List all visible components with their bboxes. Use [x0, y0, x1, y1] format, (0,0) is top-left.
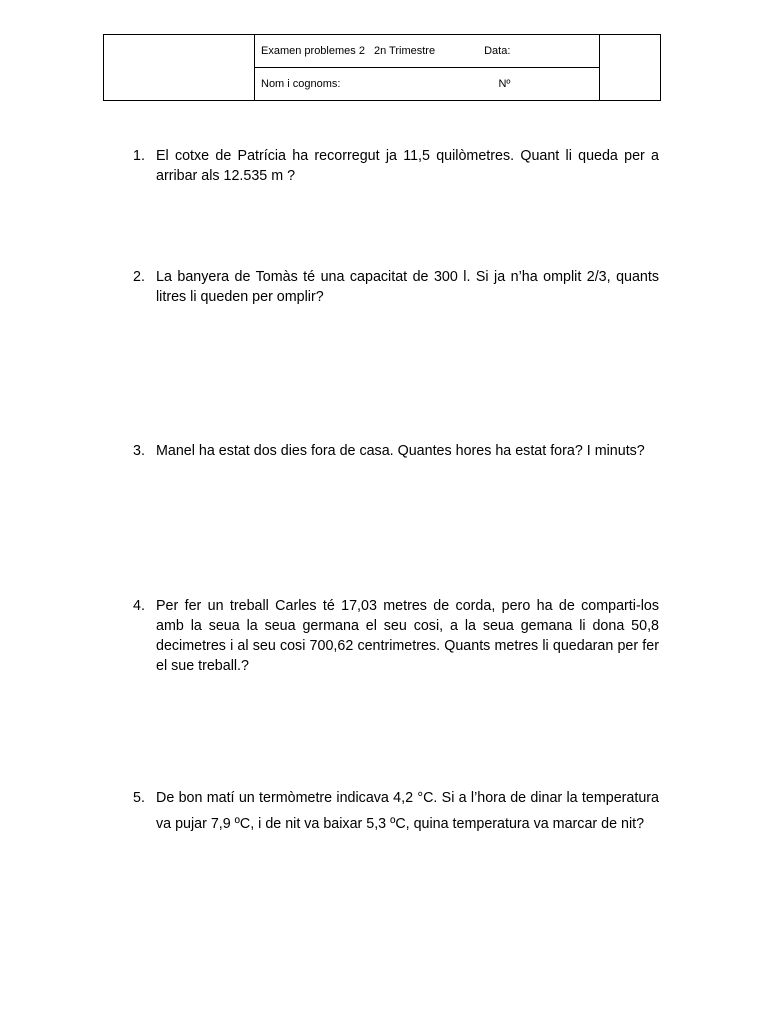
exam-title-cell	[255, 35, 600, 68]
term-label: 2n Trimestre	[373, 45, 436, 57]
question-text: Per fer un treball Carles té 17,03 metres de corda, pero ha de comparti-los amb la seua la seua germana el seu cosi, a la seua gemana li dona 50,8 decimetres i al seu cosi 700,62 centrimetres. Quants metres li quedaran per fer el sue treball.?	[156, 598, 659, 674]
question-number: 4.	[133, 598, 145, 614]
question-number: 1.	[133, 148, 145, 164]
logo-cell	[104, 35, 255, 101]
grade-cell	[600, 35, 661, 101]
question-number: 5.	[133, 790, 145, 806]
exam-header-table	[103, 34, 661, 101]
date-label: Data:	[484, 45, 511, 57]
name-label: Nom i cognoms:	[261, 78, 341, 90]
question-3	[133, 441, 659, 461]
question-4	[133, 596, 659, 676]
exam-title: Examen problemes 2	[261, 45, 365, 57]
question-2	[133, 267, 659, 307]
question-text: De bon matí un termòmetre indicava 4,2 °C. Si a l’hora de dinar la temperatura va pujar 7,9 ºC, i de nit va baixar 5,3 ºC, quina temperatura va marcar de nit?	[156, 790, 659, 832]
question-text: El cotxe de Patrícia ha recorregut ja 11,5 quilòmetres. Quant li queda per a arribar als 12.535 m ?	[156, 148, 659, 184]
name-cell	[255, 68, 600, 101]
question-1	[133, 146, 659, 186]
question-number: 3.	[133, 443, 145, 459]
number-label: Nº	[498, 78, 511, 90]
question-text: La banyera de Tomàs té una capacitat de 300 l. Si ja n’ha omplit 2/3, quants litres li queden per omplir?	[156, 269, 659, 305]
question-text: Manel ha estat dos dies fora de casa. Quantes hores ha estat fora? I minuts?	[156, 443, 645, 459]
question-number: 2.	[133, 269, 145, 285]
question-5	[133, 786, 659, 837]
